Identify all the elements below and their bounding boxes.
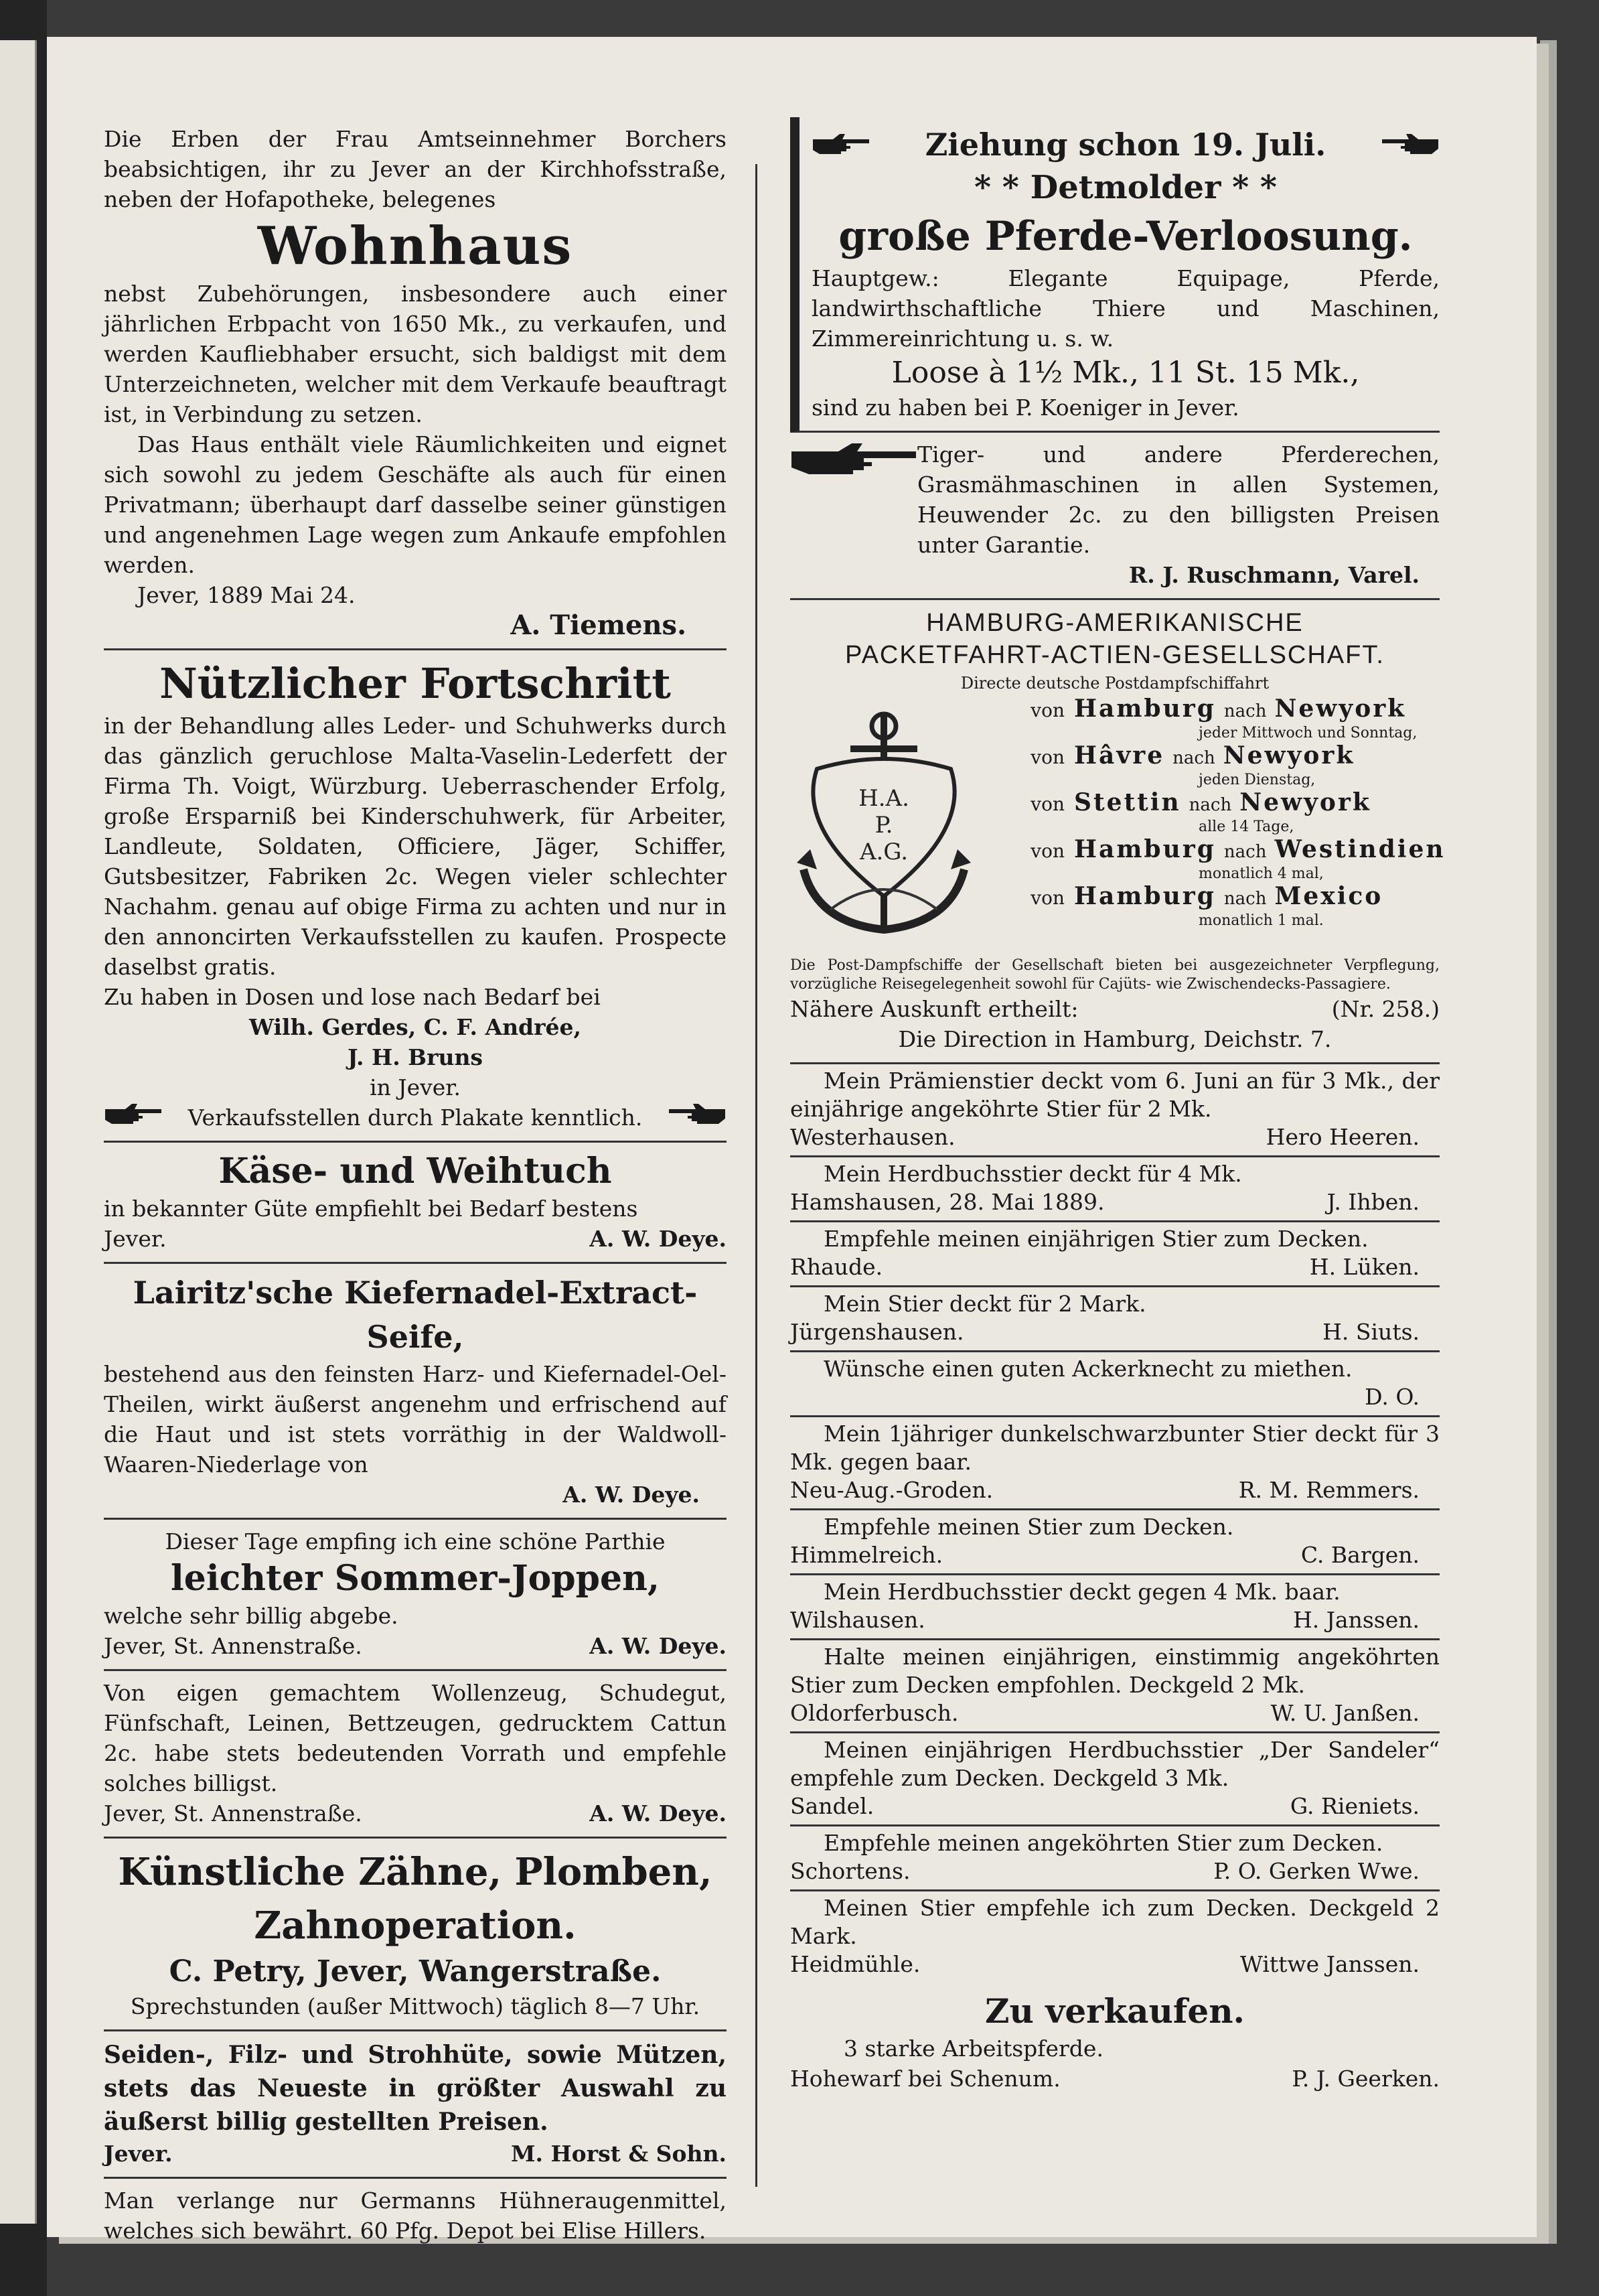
ad-sign-row	[790, 1318, 1440, 1346]
ad-sign-row	[790, 2064, 1440, 2094]
ad-signature: M. Horst & Sohn.	[511, 2141, 727, 2167]
ad-place: Neu-Aug.-Groden.	[790, 1477, 994, 1503]
route-row	[911, 695, 1446, 725]
ad-lederfett	[104, 650, 727, 1143]
ad-hapag	[790, 600, 1446, 1064]
route-row	[911, 836, 1446, 865]
ad-place: Oldorferbusch.	[790, 1700, 959, 1726]
ad-place: Jever.	[104, 2141, 173, 2167]
ad-signature: C. Bargen.	[1300, 1542, 1420, 1568]
route-row	[911, 883, 1446, 912]
ad-sign-row	[790, 1606, 1440, 1634]
ad-sign-row	[790, 1541, 1440, 1569]
ad-signature: Hero Heeren.	[1266, 1124, 1420, 1150]
ad-signature: A. Tiemens.	[510, 609, 686, 641]
ad-body: Zu haben in Dosen und lose nach Bedarf bei	[104, 984, 601, 1010]
ad-landmaschinen	[790, 433, 1440, 600]
ad-body: welche sehr billig abgebe.	[104, 1603, 398, 1629]
ad-wollenzeug	[104, 1671, 727, 1839]
ad-dealers: J. H. Bruns	[347, 1044, 483, 1070]
ad-kaese	[104, 1143, 727, 1264]
ad-body: Meinen Stier empfehle ich zum Decken. Deckgeld 2 Mark.	[790, 1895, 1440, 1949]
ad-body: in bekannter Güte empfiehlt bei Bedarf bestens	[104, 1196, 638, 1222]
ad-headline: Wohnhaus	[257, 216, 573, 277]
ad-headline: Käse- und Weihtuch	[218, 1151, 612, 1192]
newspaper-page	[47, 37, 1537, 2244]
ad-body: Mein Prämienstier deckt vom 6. Juni an für 3 Mk., der einjährige angeköhrte Stier für 2 Mk.	[790, 1068, 1440, 1122]
stier-ad	[790, 1222, 1440, 1287]
ad-wohnhaus	[104, 117, 727, 650]
pointing-hand-icon	[666, 1102, 727, 1125]
previous-page-edge	[0, 40, 37, 2224]
stier-ad	[790, 1510, 1440, 1575]
machines-block	[790, 439, 1440, 560]
stier-ads	[790, 1064, 1440, 1983]
ad-sign-row	[104, 2139, 727, 2169]
ad-headline: Lairitz'sche Kiefernadel-Extract-Seife,	[133, 1275, 698, 1355]
route-frequency: monatlich 1 mal.	[1199, 912, 1324, 929]
ad-headline: Zu verkaufen.	[985, 1991, 1245, 2031]
ad-body: nebst Zubehörungen, insbesondere auch einer jährlichen Erbpacht von 1650 Mk., zu verkaufen, und werden Kaufliebhaber ersucht, sich baldigst mit dem Unterzeichneten, welcher mit dem Verkaufe beauftragt ist, in Verbindung zu setzen.	[104, 281, 727, 427]
ad-place: Himmelreich.	[790, 1542, 943, 1568]
ad-pferde-verloosung	[790, 117, 1440, 433]
ad-sign-row	[790, 1792, 1440, 1820]
ad-body: Hauptgew.: Elegante Equipage, Pferde, landwirthschaftliche Thiere und Maschinen, Zimmereinrichtung u. s. w.	[812, 265, 1440, 352]
stier-ad	[790, 1157, 1440, 1222]
hapag-title: HAMBURG-AMERIKANISCHE	[926, 609, 1304, 637]
stier-ad	[790, 1417, 1440, 1510]
ad-place: Jürgenshausen.	[790, 1319, 964, 1345]
ad-body: Mein Stier deckt für 2 Mark.	[824, 1291, 1146, 1317]
ad-sign-row	[790, 1383, 1440, 1411]
route-from: Hamburg	[1074, 695, 1216, 723]
ad-signature: R. M. Remmers.	[1238, 1477, 1420, 1503]
ad-signature: P. J. Geerken.	[1292, 2066, 1440, 2092]
pointing-hand-icon	[812, 133, 872, 155]
stier-ad	[790, 1287, 1440, 1352]
svg-text:P.: P.	[874, 812, 893, 839]
hapag-title: PACKETFAHRT-ACTIEN-GESELLSCHAFT.	[845, 641, 1385, 669]
ad-address: C. Petry, Jever, Wangerstraße.	[169, 1954, 662, 1989]
ad-signature: Wittwe Janssen.	[1240, 1951, 1420, 1977]
ad-sign-row	[790, 1188, 1440, 1216]
pointing-hand-icon	[1379, 133, 1440, 155]
pointing-hand-icon	[790, 442, 917, 476]
ad-place: Schortens.	[790, 1858, 911, 1884]
ad-intro: Die Erben der Frau Amtseinnehmer Borchers beabsichtigen, ihr zu Jever an der Kirchhofsstraße, neben der Hofapotheke, belegenes	[104, 126, 727, 212]
route-to: Westindien	[1274, 835, 1446, 863]
route-row	[911, 742, 1446, 772]
ad-body: Tiger- und andere Pferderechen, Grasmähmaschinen in allen Systemen, Heuwender 2c. zu den billigsten Preisen unter Garantie.	[917, 441, 1440, 558]
ad-signature: J. Ihben.	[1326, 1189, 1420, 1215]
ad-body: bestehend aus den feinsten Harz- und Kiefernadel-Oel-Theilen, wirkt äußerst angenehm und erfrischend auf die Haut und ist stets vorräthig in der Waldwoll-Waaren-Niederlage von	[104, 1361, 727, 1478]
route-frequency: jeden Dienstag,	[1199, 772, 1316, 788]
ad-signature: G. Rieniets.	[1290, 1793, 1420, 1819]
route-to: Newyork	[1223, 741, 1355, 770]
ad-sign-row	[790, 1699, 1440, 1727]
ad-sign-row	[790, 1476, 1440, 1504]
ad-headline: große Pferde-Verloosung.	[838, 213, 1413, 260]
page-edge	[1540, 40, 1557, 2244]
ad-signature: H. Siuts.	[1322, 1319, 1420, 1345]
ad-place: Jever, St. Annenstraße.	[104, 1800, 362, 1826]
ad-signature: W. U. Janßen.	[1270, 1700, 1420, 1726]
route-to: Newyork	[1239, 788, 1371, 816]
ad-body: Mein Herdbuchsstier deckt für 4 Mk.	[824, 1161, 1242, 1187]
ad-signature: D. O.	[1365, 1384, 1420, 1410]
hapag-direction: Die Direction in Hamburg, Deichstr. 7.	[898, 1026, 1332, 1052]
ad-place: in Jever.	[370, 1074, 461, 1100]
hapag-subtitle: Directe deutsche Postdampfschiffahrt	[960, 674, 1270, 693]
hapag-routes-block	[790, 695, 1446, 956]
ad-body: Das Haus enthält viele Räumlichkeiten und eignet sich sowohl zu jedem Geschäfte als auch für einen Privatmann; überhaupt darf dasselbe seiner günstigen und angenehmen Lage wegen zum Ankaufe empfohlen werden.	[104, 431, 727, 578]
ad-body: Halte meinen einjährigen, einstimmig angeköhrten Stier zum Decken empfohlen. Deckgeld 2 Mk.	[790, 1644, 1440, 1698]
route-from: Hamburg	[1074, 882, 1216, 910]
ad-body: Empfehle meinen angeköhrten Stier zum Decken.	[824, 1830, 1383, 1856]
ad-headline: leichter Sommer-Joppen,	[170, 1558, 660, 1599]
stier-ad	[790, 1640, 1440, 1733]
ad-signature: H. Janssen.	[1292, 1607, 1420, 1633]
svg-text:A.G.: A.G.	[859, 839, 909, 865]
ad-seife	[104, 1264, 727, 1520]
ad-hours: Sprechstunden (außer Mittwoch) täglich 8—7 Uhr.	[130, 1993, 700, 2019]
ad-place: Heidmühle.	[790, 1951, 921, 1977]
lottery-place: * * Detmolder * *	[974, 169, 1277, 206]
ad-headline: Nützlicher Fortschritt	[159, 659, 671, 708]
stier-ad	[790, 1891, 1440, 1983]
ad-body: Man verlange nur Germanns Hühneraugenmittel, welches sich bewährt. 60 Pfg. Depot bei Elise Hillers.	[104, 2187, 727, 2244]
stier-ad	[790, 1064, 1440, 1157]
ad-body: Empfehle meinen Stier zum Decken.	[824, 1514, 1234, 1540]
ad-body: Mein 1jähriger dunkelschwarzbunter Stier deckt für 3 Mk. gegen baar.	[790, 1421, 1440, 1475]
ad-body: 3 starke Arbeitspferde.	[844, 2035, 1103, 2062]
ad-place: Jever.	[104, 1226, 167, 1252]
route-von: von	[1031, 840, 1065, 862]
hapag-ref: (Nr. 258.)	[1331, 996, 1440, 1022]
ad-headline: Künstliche Zähne, Plomben,	[118, 1850, 712, 1894]
route-to: Mexico	[1274, 882, 1383, 910]
left-column	[104, 117, 727, 2254]
ad-sign-row	[104, 1798, 727, 1828]
route-frequency: alle 14 Tage,	[1199, 818, 1294, 835]
stier-ad	[790, 1575, 1440, 1640]
route-from: Hamburg	[1074, 835, 1216, 863]
route-frequency: jeder Mittwoch und Sonntag,	[1199, 725, 1418, 741]
ad-body: in der Behandlung alles Leder- und Schuhwerks durch das gänzlich geruchlose Malta-Vaselin-Lederfett der Firma Th. Voigt, Würzburg. Ueberraschender Erfolg, große Ersparniß bei Kinderschuhwerk, für Arbeiter, Landleute, Soldaten, Officiere, Jäger, Schiffer, Gutsbesitzer, Fabriken 2c. Wegen vieler schlechter Nachahm. genau auf obige Firma zu achten und nur in den annoncirten Verkaufsstellen zu kaufen. Prospecte daselbst gratis.	[104, 713, 727, 980]
ad-sign-row	[104, 1224, 727, 1254]
hapag-note: Die Post-Dampfschiffe der Gesellschaft bieten bei ausgezeichneter Verpflegung, vorzügliche Reisegelegenheit sowohl für Cajüts- wie Zwischendecks-Passagiere.	[790, 957, 1440, 993]
ad-sign-row	[790, 1253, 1440, 1281]
route-von: von	[1031, 887, 1065, 909]
route-von: von	[1031, 699, 1065, 721]
ad-body: Von eigen gemachtem Wollenzeug, Schudegut, Fünfschaft, Leinen, Bettzeugen, gedrucktem Cattun 2c. habe stets bedeutenden Vorrath und empfehle solches billigst.	[104, 1680, 727, 1796]
right-column	[790, 117, 1446, 2102]
ad-joppen	[104, 1520, 727, 1671]
lottery-date: Ziehung schon 19. Juli.	[925, 127, 1326, 163]
ad-sign-row	[104, 1631, 727, 1661]
svg-text:H.A.: H.A.	[858, 785, 909, 812]
stier-ad	[790, 1733, 1440, 1826]
ad-zahnarzt	[104, 1839, 727, 2031]
ad-sign-row	[790, 1950, 1440, 1979]
route-von: von	[1031, 793, 1065, 815]
ad-footer	[104, 1102, 727, 1133]
ad-place: Jever, St. Annenstraße.	[104, 1633, 362, 1659]
route-nach: nach	[1172, 748, 1215, 768]
lottery-date-row	[812, 124, 1440, 165]
ad-place: Hamshausen, 28. Mai 1889.	[790, 1189, 1105, 1215]
ad-body: Wünsche einen guten Ackerknecht zu miethen.	[824, 1356, 1353, 1382]
ad-body: Meinen einjährigen Herdbuchsstier „Der Sandeler“ empfehle zum Decken. Deckgeld 3 Mk.	[790, 1737, 1440, 1791]
ad-sign-row	[790, 1123, 1440, 1151]
stier-ad	[790, 1826, 1440, 1891]
hapag-info: Nähere Auskunft ertheilt:	[790, 996, 1079, 1022]
ad-zu-verkaufen	[790, 1983, 1440, 2102]
ad-body: Seiden-, Filz- und Strohhüte, sowie Mützen, stets das Neueste in größter Auswahl zu äußerst billig gestellten Preisen.	[104, 2041, 727, 2136]
ad-signature: R. J. Ruschmann, Varel.	[1128, 562, 1420, 588]
ad-signature: P. O. Gerken Wwe.	[1213, 1858, 1420, 1884]
ad-place: Rhaude.	[790, 1254, 883, 1280]
lottery-price: Loose à 1½ Mk., 11 St. 15 Mk.,	[891, 356, 1360, 390]
hapag-info-row	[790, 994, 1440, 1024]
pointing-hand-icon	[104, 1102, 164, 1125]
ad-headline: Zahnoperation.	[254, 1904, 577, 1948]
ad-body: Empfehle meinen einjährigen Stier zum Decken.	[824, 1226, 1369, 1252]
ad-signature: H. Lüken.	[1309, 1254, 1420, 1280]
route-row	[911, 789, 1446, 818]
lottery-seller: sind zu haben bei P. Koeniger in Jever.	[812, 394, 1239, 421]
ad-intro: Dieser Tage empfing ich eine schöne Parthie	[165, 1528, 666, 1555]
ad-sign-row	[790, 1857, 1440, 1885]
route-von: von	[1031, 746, 1065, 768]
route-list	[911, 695, 1446, 930]
ad-signature: A. W. Deye.	[589, 1800, 727, 1826]
ad-huehneraugen	[104, 2179, 727, 2254]
ad-place: Sandel.	[790, 1793, 874, 1819]
route-nach: nach	[1223, 889, 1267, 909]
route-nach: nach	[1189, 795, 1232, 815]
ad-signature: A. W. Deye.	[562, 1482, 700, 1508]
column-divider	[755, 164, 757, 2187]
ad-signature: A. W. Deye.	[589, 1226, 727, 1252]
ad-date: Jever, 1889 Mai 24.	[137, 582, 356, 608]
ad-footer-text: Verkaufsstellen durch Plakate kenntlich.	[187, 1104, 643, 1131]
route-from: Hâvre	[1074, 741, 1165, 770]
ad-signature: A. W. Deye.	[589, 1633, 727, 1659]
ad-body: Mein Herdbuchsstier deckt gegen 4 Mk. baar.	[824, 1579, 1341, 1605]
ad-place: Hohewarf bei Schenum.	[790, 2066, 1061, 2092]
ad-hutmacher	[104, 2031, 727, 2179]
ad-place: Wilshausen.	[790, 1607, 925, 1633]
ad-place: Westerhausen.	[790, 1124, 956, 1150]
route-to: Newyork	[1274, 695, 1407, 723]
route-nach: nach	[1223, 842, 1267, 862]
route-nach: nach	[1223, 701, 1267, 721]
ad-dealers: Wilh. Gerdes, C. F. Andrée,	[249, 1014, 581, 1040]
stier-ad	[790, 1352, 1440, 1417]
route-from: Stettin	[1074, 788, 1181, 816]
route-frequency: monatlich 4 mal,	[1199, 865, 1324, 882]
